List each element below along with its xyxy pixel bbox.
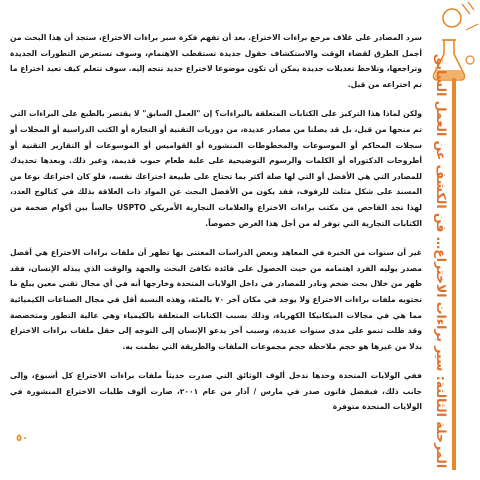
page-body [10, 30, 422, 429]
paragraph-3: غير أن سنوات من الخبرة في المعاهد وبعض الدراسات المعتنى بها تظهر أن ملفات براءات الاختراع هي أفضل مصدر يوليه الفرد اهتمامه من حيث الحصول على فائدة تكافئ البحث والجهد والوقت الذي يبذله الإنسان، فقد ظهر من خلال بحث ضخم ونادر للمصادر في داخل الولايات المتحدة وخارجها أنه في أي مجال تقني معين يبلغ ما تحتويه ملفات براءات الاختراع ولا يوجد في مكان آخر ٧٠ بالمئة، وهذه النسبة أقل في مجال الصناعات الكيميائية مما هي في مجالات الميكانيكا الكهرباء، وذلك بسبب الكتابات المتعلقة بالكيمياء وهي عالية التطور ومتخصصة وقد ظلت تنمو على مدى سنوات عديدة، وسبب آخر يدعو الإنسان إلى التوجه إلى حقل ملفات براءات الاختراع بدلا من غيرها هو حجم ملاحظة حجم مجموعات الملفات والطريقة التي نظمت به. [10, 248, 422, 351]
paragraph-2: ولكن لماذا هذا التركيز على الكتابات المتعلقة بالبراءات؟ إن "العمل السابق" لا يقتصر بالطبع على البراءات التي تم منحها من قبل، بل قد يصلنا من مصادر عديدة، من دوريات التقنية أو التجارة أو الكتب الدراسية أو المجلات أو سجلات المحاكم أو الموسوعات والمخطوطات المنشورة أو القواميس أو الموسوعات أو التقارير التقنية أو أطروحات الدكتوراه أو الكلمات والرسوم التوضيحية على علبة طعام حبوب قديمة، وغير ذلك. وبعدها تحديدك للمصادر التي هي الأفضل أو التي لها صلة أكثر بما تحتاج على طبيعة اختراعك نفسه، فلو كان اختراعك نوعا من المسند على شكل مثلث للرفوف، فقد يكون من الأفضل البحث عن المواد ذات العلاقة بذلك في كتالوج العدد، لهذا تجد الفاحص من مكتب براءات الاختراع والعلامات التجارية الأمريكي USPTO جالساً بين أكوام ضخمة من الكتابات التجارية التي توفر له من أجل هذا الغرض خصوصاً. [10, 109, 422, 228]
paragraph-1: سرد المصادر على غلاف مرجع براءات الاختراع. بعد أن تفهم فكرة سبر براءات الاختراع، ستجد أن هذا البحث من أجمل الطرق لقضاء الوقت والاستكشاف حقول جديدة تستقطب الاهتمام، وسوف تستعرض التطورات الجديدة وتراجعها، وتلاحظ تعديلات جديدة يمكن أن تكون موضوعا لاختراع جديد تتجه إليه. سوف تتعلم كيف تعيد اختراع ما تم اختراعه من قبل. [10, 33, 422, 89]
page-number: ٥٠ [16, 433, 29, 444]
chapter-accent-bar [452, 78, 456, 470]
paragraph-4: ففي الولايات المتحدة وحدها تدخل ألوف الوثائق التي صدرت حديثاً ملفات براءات الاختراع كل أسبوع، وإلى جانب ذلك، فبفضل قانون صدر في مارس / آذار من عام ٢٠٠١، صارت ألوف طلبات الاختراع المنشورة في الولايات المتحدة متوفرة [10, 371, 422, 412]
chapter-title: المرحلة الثالثة: سير براءات الاختراع… فن الكشف عن العمل السابق [434, 53, 449, 468]
